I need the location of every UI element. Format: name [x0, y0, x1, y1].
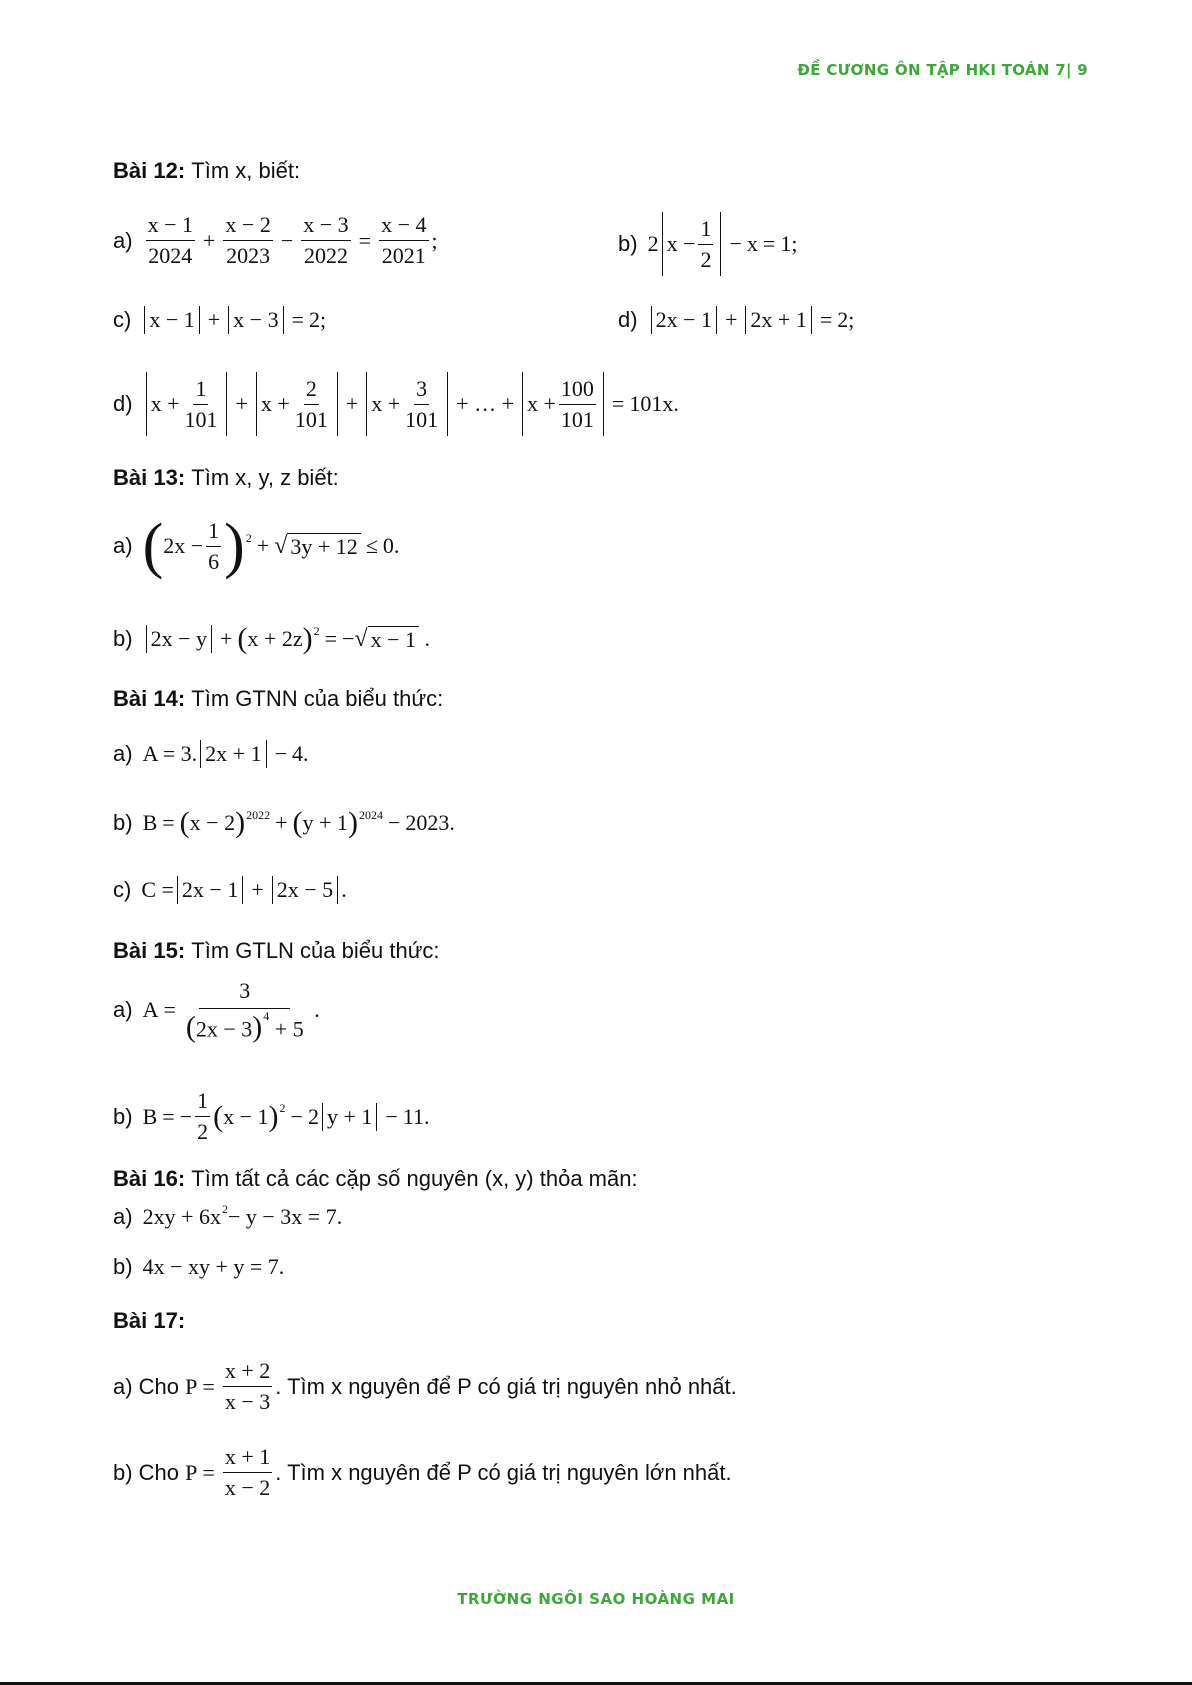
item-label: c)	[113, 877, 132, 902]
equation: x − 1 + x − 3 = 2;	[141, 306, 326, 334]
exercise-14-heading	[113, 686, 443, 712]
exercise-17-heading	[113, 1308, 185, 1334]
exercise-16-heading	[113, 1166, 638, 1192]
exercise-12b	[618, 212, 797, 276]
item-label: a)	[113, 533, 133, 558]
exercise-13-text: Tìm x, y, z biết:	[191, 465, 339, 490]
equation: 2x − y + ( x + 2z ) 2 = − √ x − 1 .	[143, 622, 430, 656]
exercise-17b	[113, 1444, 732, 1501]
exercise-13a	[113, 512, 400, 580]
equation: 2 x − $\frac{1}{2}$ − x = 1;	[648, 212, 798, 276]
exercise-14c	[113, 876, 347, 904]
equation: 2x − 1 + 2x + 1 = 2;	[648, 306, 855, 334]
item-label: a)	[113, 1204, 133, 1229]
item-label: c)	[113, 307, 132, 332]
equation: 4x − xy + y = 7.	[142, 1254, 285, 1279]
exercise-14b	[113, 806, 455, 840]
exercise-12d-first	[618, 306, 854, 334]
exercise-12-title: Bài 12:	[113, 158, 186, 183]
item-label: b)	[113, 626, 133, 651]
exercise-16-text: Tìm tất cả các cặp số nguyên (x, y) thỏa mãn:	[191, 1166, 638, 1191]
equation: C = 2x − 1 + 2x − 5 .	[141, 877, 347, 902]
exercise-12a	[113, 212, 438, 269]
item-label: d)	[618, 307, 638, 332]
item-label: b)	[113, 810, 133, 835]
item-text: . Tìm x nguyên để P có giá trị nguyên lớn nhất.	[275, 1459, 732, 1485]
exercise-13-title: Bài 13:	[113, 465, 186, 490]
exercise-13b	[113, 622, 430, 656]
exercise-12-heading	[113, 158, 300, 184]
equation: A = $\frac{3}{(2x - 3)^4 + 5}$ .	[142, 978, 320, 1044]
equation: B = − $\frac{1}{2}$ ( x − 1 ) 2 − 2 y + 1 − 11.	[142, 1088, 430, 1144]
exercise-15-heading	[113, 938, 440, 964]
exercise-12c	[113, 306, 326, 334]
item-label: d)	[113, 391, 133, 416]
exercise-16-title: Bài 16:	[113, 1166, 186, 1191]
item-label: b)	[618, 231, 638, 256]
exercise-12-text: Tìm x, biết:	[191, 158, 301, 183]
equation: P = $\frac{x + 2}{x - 3}$	[185, 1358, 271, 1414]
exercise-14a	[113, 740, 309, 768]
exercise-15-title: Bài 15:	[113, 938, 186, 963]
exercise-15-text: Tìm GTLN của biểu thức:	[191, 938, 440, 963]
item-text: . Tìm x nguyên để P có giá trị nguyên nhỏ nhất.	[275, 1373, 737, 1399]
item-label: a)	[113, 997, 133, 1023]
exercise-12d-second	[113, 372, 679, 436]
page-header: ĐỀ CƯƠNG ÔN TẬP HKI TOÁN 7| 9	[797, 61, 1088, 79]
equation: ( 2x − $\frac{1}{6}$ ) 2 + √ 3y + 12 ≤ 0.	[142, 512, 400, 580]
exercise-15a	[113, 978, 320, 1042]
item-label: a)	[113, 227, 133, 253]
item-label: a) Cho	[113, 1373, 180, 1399]
equation: $\frac{x - 1}{2024}$ + $\frac{x - 2}{2023}$ − $\frac{x - 3}{2022}$ = $\frac{x - 4}{2021}$ ;	[147, 212, 438, 268]
exercise-17a	[113, 1358, 737, 1415]
item-label: b)	[113, 1254, 133, 1279]
exercise-15b	[113, 1088, 429, 1145]
exercise-17-title: Bài 17:	[113, 1308, 186, 1333]
equation: B = ( x − 2 ) 2022 + ( y + 1 ) 2024 − 2023.	[142, 806, 455, 839]
page-footer: TRƯỜNG NGÔI SAO HOÀNG MAI	[457, 1590, 735, 1608]
equation: x + $\frac{1}{101}$ + x + $\frac{2}{101}$ + x + $\frac{3}{101}$ + … + x + $\frac{100}{101}$ = 101x.	[143, 372, 679, 436]
exercise-16b	[113, 1254, 284, 1280]
equation: 2xy + 6x 2 − y − 3x = 7.	[142, 1201, 343, 1229]
item-label: b) Cho	[113, 1459, 180, 1485]
exercise-13-heading	[113, 465, 339, 491]
item-label: a)	[113, 741, 133, 766]
exercise-16a	[113, 1201, 343, 1230]
exercise-14-title: Bài 14:	[113, 686, 186, 711]
item-label: b)	[113, 1103, 133, 1129]
equation: A = 3. 2x + 1 − 4.	[142, 741, 309, 766]
equation: P = $\frac{x + 1}{x - 2}$	[185, 1444, 271, 1500]
exercise-14-text: Tìm GTNN của biểu thức:	[191, 686, 444, 711]
